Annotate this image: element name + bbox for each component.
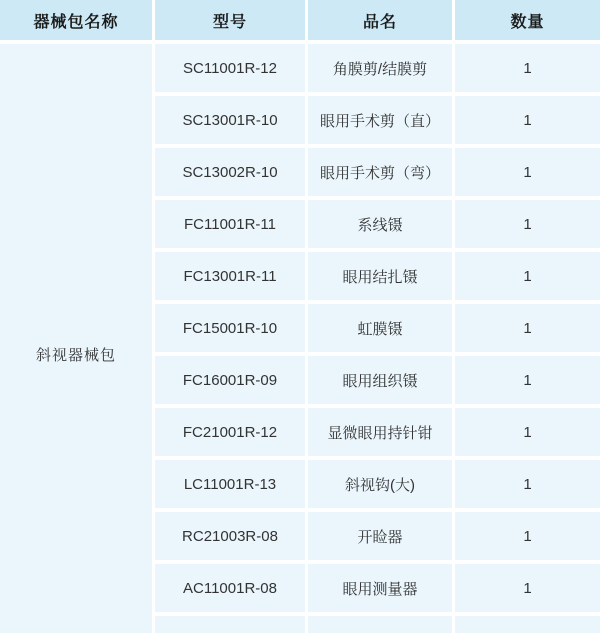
model-cell xyxy=(155,616,305,633)
product-name-cell: 眼用手术剪（直） xyxy=(308,96,452,144)
header-cell-quantity: 数量 xyxy=(455,0,600,40)
header-cell-product-name: 品名 xyxy=(308,0,452,40)
product-name-cell: 角膜剪/结膜剪 xyxy=(308,44,452,92)
header-cell-package-name: 器械包名称 xyxy=(0,0,152,40)
model-cell: FC16001R-09 xyxy=(155,356,305,404)
product-name-cell: 虹膜镊 xyxy=(308,304,452,352)
model-cell: AC11001R-08 xyxy=(155,564,305,612)
model-cell: RC21003R-08 xyxy=(155,512,305,560)
model-cell: SC11001R-12 xyxy=(155,44,305,92)
product-name-cell: 眼用组织镊 xyxy=(308,356,452,404)
quantity-cell: 1 xyxy=(455,512,600,560)
quantity-cell: 1 xyxy=(455,96,600,144)
product-name-cell: 系线镊 xyxy=(308,200,452,248)
model-cell: LC11001R-13 xyxy=(155,460,305,508)
quantity-cell: 1 xyxy=(455,356,600,404)
product-name-cell: 开睑器 xyxy=(308,512,452,560)
quantity-cell: 1 xyxy=(455,44,600,92)
quantity-cell: 1 xyxy=(455,564,600,612)
product-name-cell: 眼用测量器 xyxy=(308,564,452,612)
model-cell: FC21001R-12 xyxy=(155,408,305,456)
product-name-cell: 显微眼用持针钳 xyxy=(308,408,452,456)
model-cell: SC13002R-10 xyxy=(155,148,305,196)
model-cell: FC11001R-11 xyxy=(155,200,305,248)
quantity-cell: 1 xyxy=(455,408,600,456)
header-cell-model: 型号 xyxy=(155,0,305,40)
quantity-cell: 1 xyxy=(455,460,600,508)
quantity-cell: 1 xyxy=(455,304,600,352)
product-name-cell: 眼用手术剪（弯） xyxy=(308,148,452,196)
product-name-cell: 眼用结扎镊 xyxy=(308,252,452,300)
quantity-cell: 1 xyxy=(455,148,600,196)
quantity-cell: 1 xyxy=(455,200,600,248)
model-cell: SC13001R-10 xyxy=(155,96,305,144)
model-cell: FC13001R-11 xyxy=(155,252,305,300)
model-cell: FC15001R-10 xyxy=(155,304,305,352)
quantity-cell: 1 xyxy=(455,252,600,300)
product-name-cell: 斜视钩(大) xyxy=(308,460,452,508)
quantity-cell xyxy=(455,616,600,633)
package-name-cell: 斜视器械包 xyxy=(0,44,152,633)
product-name-cell xyxy=(308,616,452,633)
